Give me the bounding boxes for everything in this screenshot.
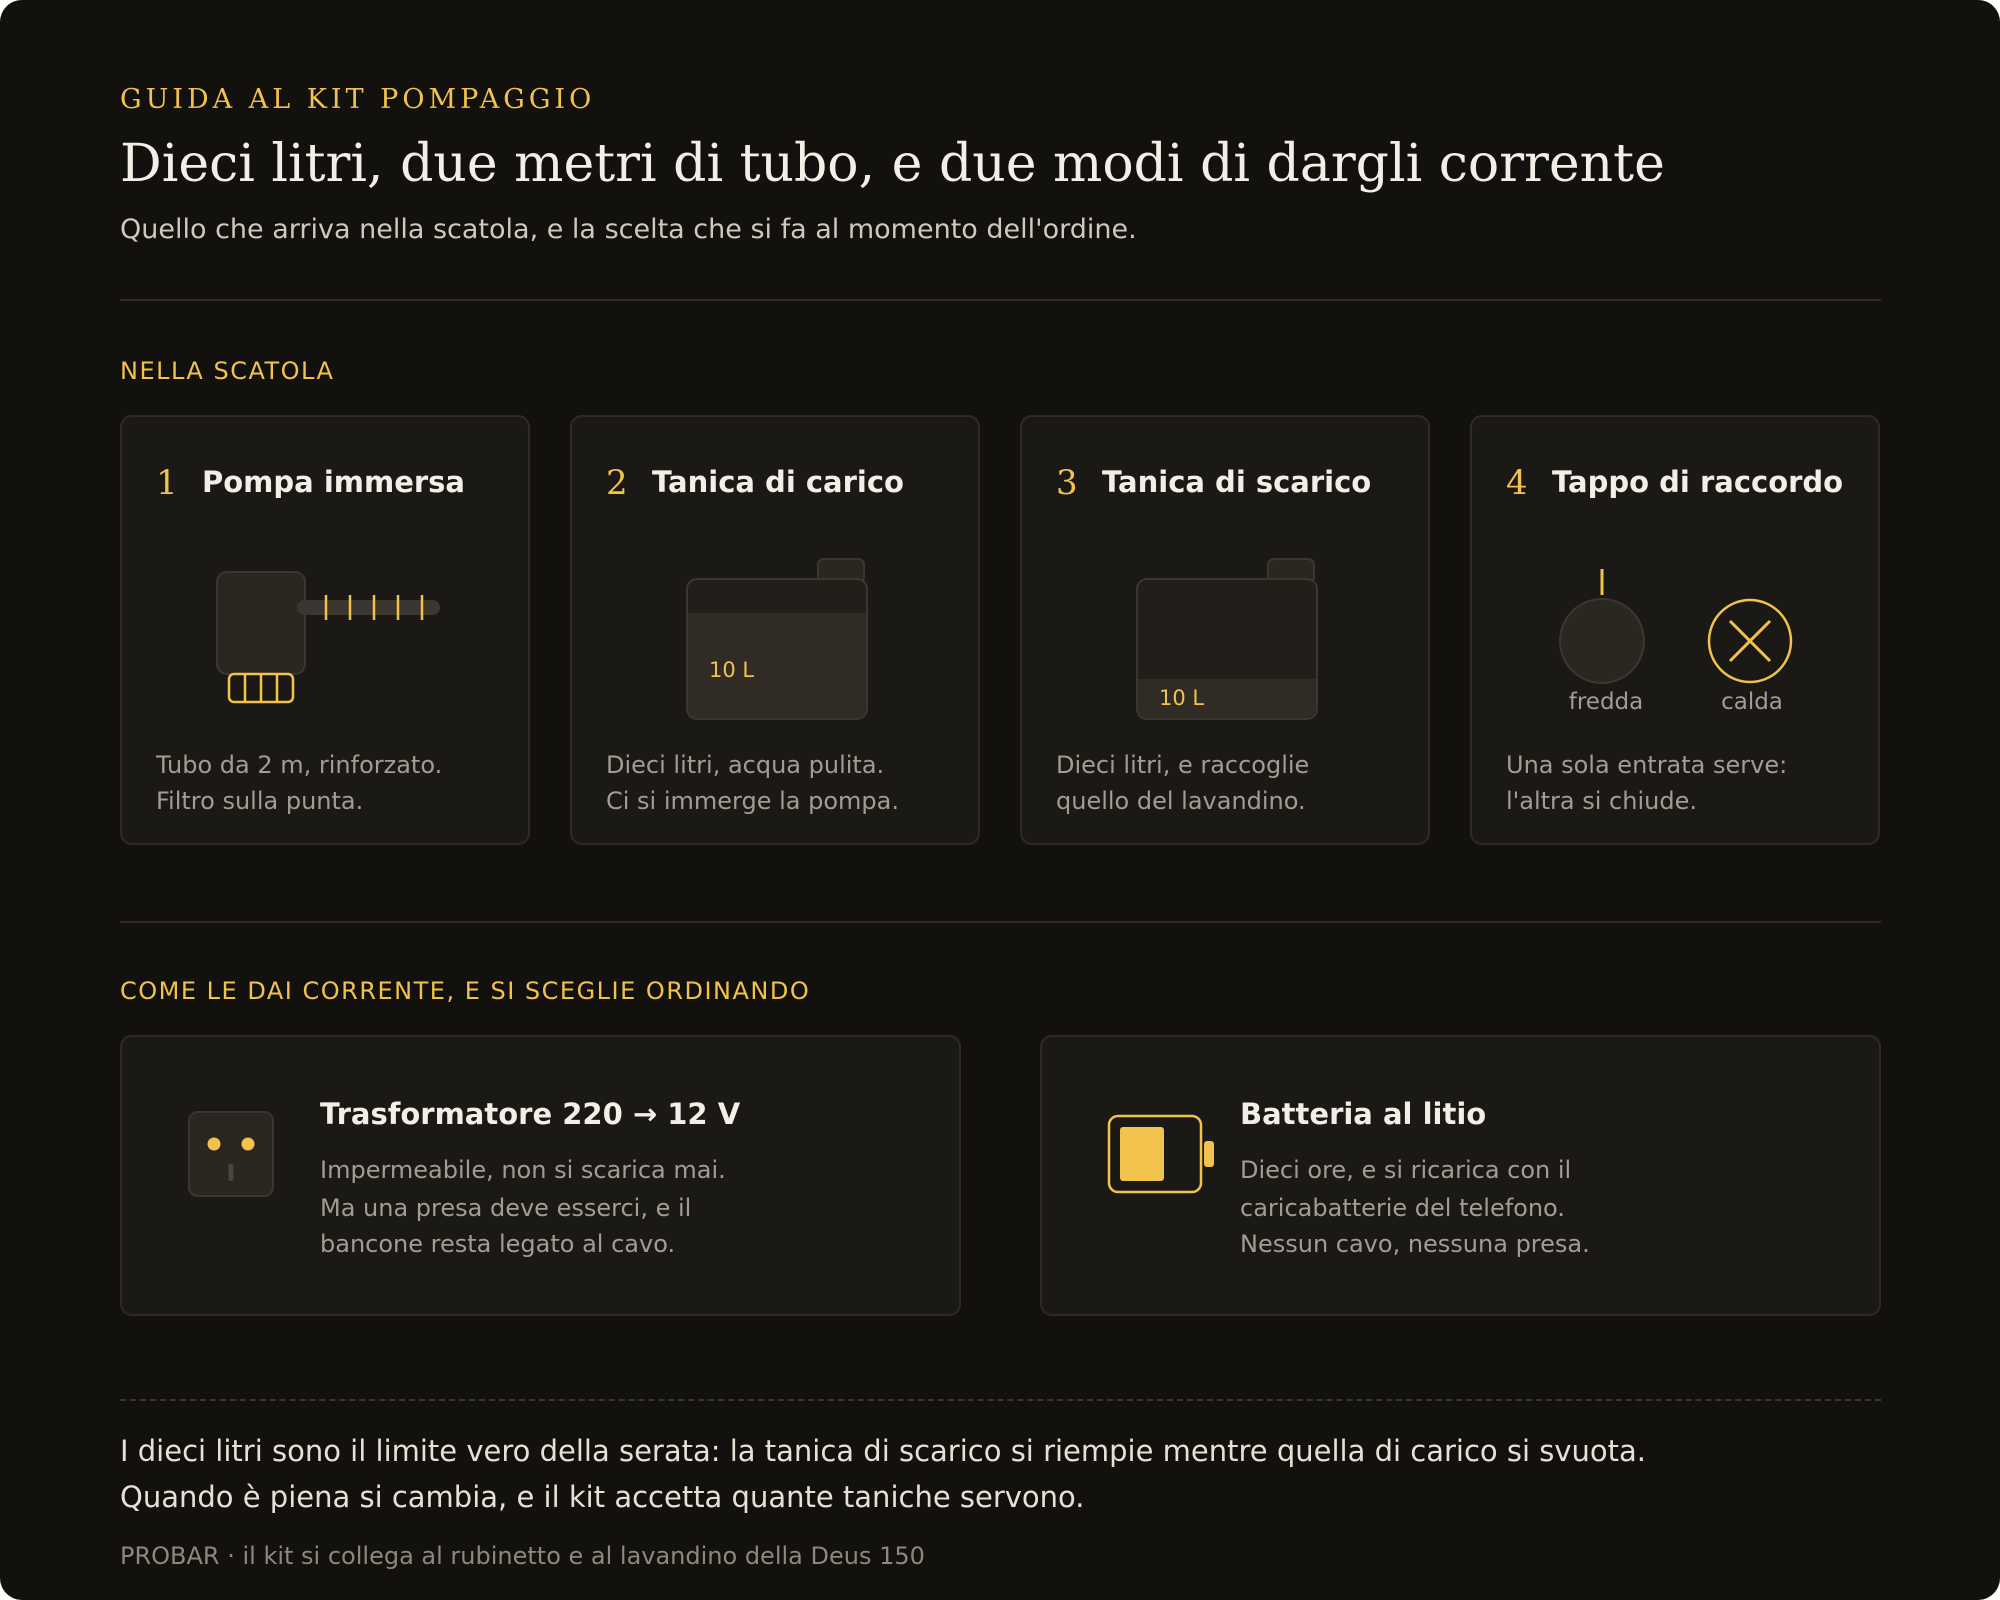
item-card-fill-tank xyxy=(570,415,980,845)
item-name: Tanica di scarico xyxy=(1102,465,1372,499)
power-option-description: Dieci ore, e si ricarica con il caricabatterie del telefono. Nessun cavo, nessuna presa. xyxy=(1240,1156,1590,1258)
drain-tank-illustration xyxy=(1022,537,1432,737)
divider xyxy=(120,921,1881,923)
power-option-title: Batteria al litio xyxy=(1240,1097,1487,1131)
fill-tank-illustration xyxy=(572,537,982,737)
item-description: Tubo da 2 m, rinforzato. Filtro sulla punta. xyxy=(156,751,443,815)
power-option-transformer xyxy=(120,1035,961,1316)
inlet-label-hot: calda xyxy=(1721,689,1783,715)
power-option-title: Trasformatore 220 → 12 V xyxy=(320,1097,741,1131)
closing-note: I dieci litri sono il limite vero della serata: la tanica di scarico si riempie mentre quella di carico si svuota. Quando è piena si cambia, e il kit accetta quante taniche servono. xyxy=(120,1434,1647,1514)
page-title: Dieci litri, due metri di tubo, e due modi di dargli corrente xyxy=(120,134,1665,194)
power-option-battery xyxy=(1040,1035,1881,1316)
item-name: Pompa immersa xyxy=(202,465,465,499)
tank-capacity-label: 10 L xyxy=(1159,686,1205,710)
item-description: Una sola entrata serve: l'altra si chiude. xyxy=(1506,751,1788,815)
item-name: Tappo di raccordo xyxy=(1552,465,1844,499)
item-description: Dieci litri, acqua pulita. Ci si immerge la pompa. xyxy=(606,751,899,815)
pump-illustration xyxy=(122,537,532,737)
item-number: 1 xyxy=(156,463,178,503)
item-name: Tanica di carico xyxy=(652,465,904,499)
item-description: Dieci litri, e raccoglie quello del lavandino. xyxy=(1056,751,1310,815)
tank-capacity-label: 10 L xyxy=(709,658,755,682)
item-card-drain-tank xyxy=(1020,415,1430,845)
item-card-pump xyxy=(120,415,530,845)
power-option-description: Impermeabile, non si scarica mai. Ma una presa deve esserci, e il bancone resta legato al cavo. xyxy=(320,1156,726,1258)
divider xyxy=(120,299,1881,301)
item-number: 3 xyxy=(1056,463,1078,503)
footer-note: PROBAR · il kit si collega al rubinetto e al lavandino della Deus 150 xyxy=(120,1542,925,1570)
battery-icon xyxy=(1106,1109,1216,1219)
eyebrow: GUIDA AL KIT POMPAGGIO xyxy=(120,84,596,115)
section-label-box: NELLA SCATOLA xyxy=(120,357,335,385)
item-number: 2 xyxy=(606,463,628,503)
plug-socket-icon xyxy=(186,1109,296,1219)
connector-cap-illustration xyxy=(1472,537,1882,737)
page-subtitle: Quello che arriva nella scatola, e la scelta che si fa al momento dell'ordine. xyxy=(120,214,1137,245)
dashed-divider xyxy=(120,1399,1881,1401)
inlet-label-cold: fredda xyxy=(1568,689,1644,715)
item-number: 4 xyxy=(1506,463,1528,503)
item-card-connector-cap xyxy=(1470,415,1880,845)
section-label-power: COME LE DAI CORRENTE, E SI SCEGLIE ORDINANDO xyxy=(120,977,811,1005)
